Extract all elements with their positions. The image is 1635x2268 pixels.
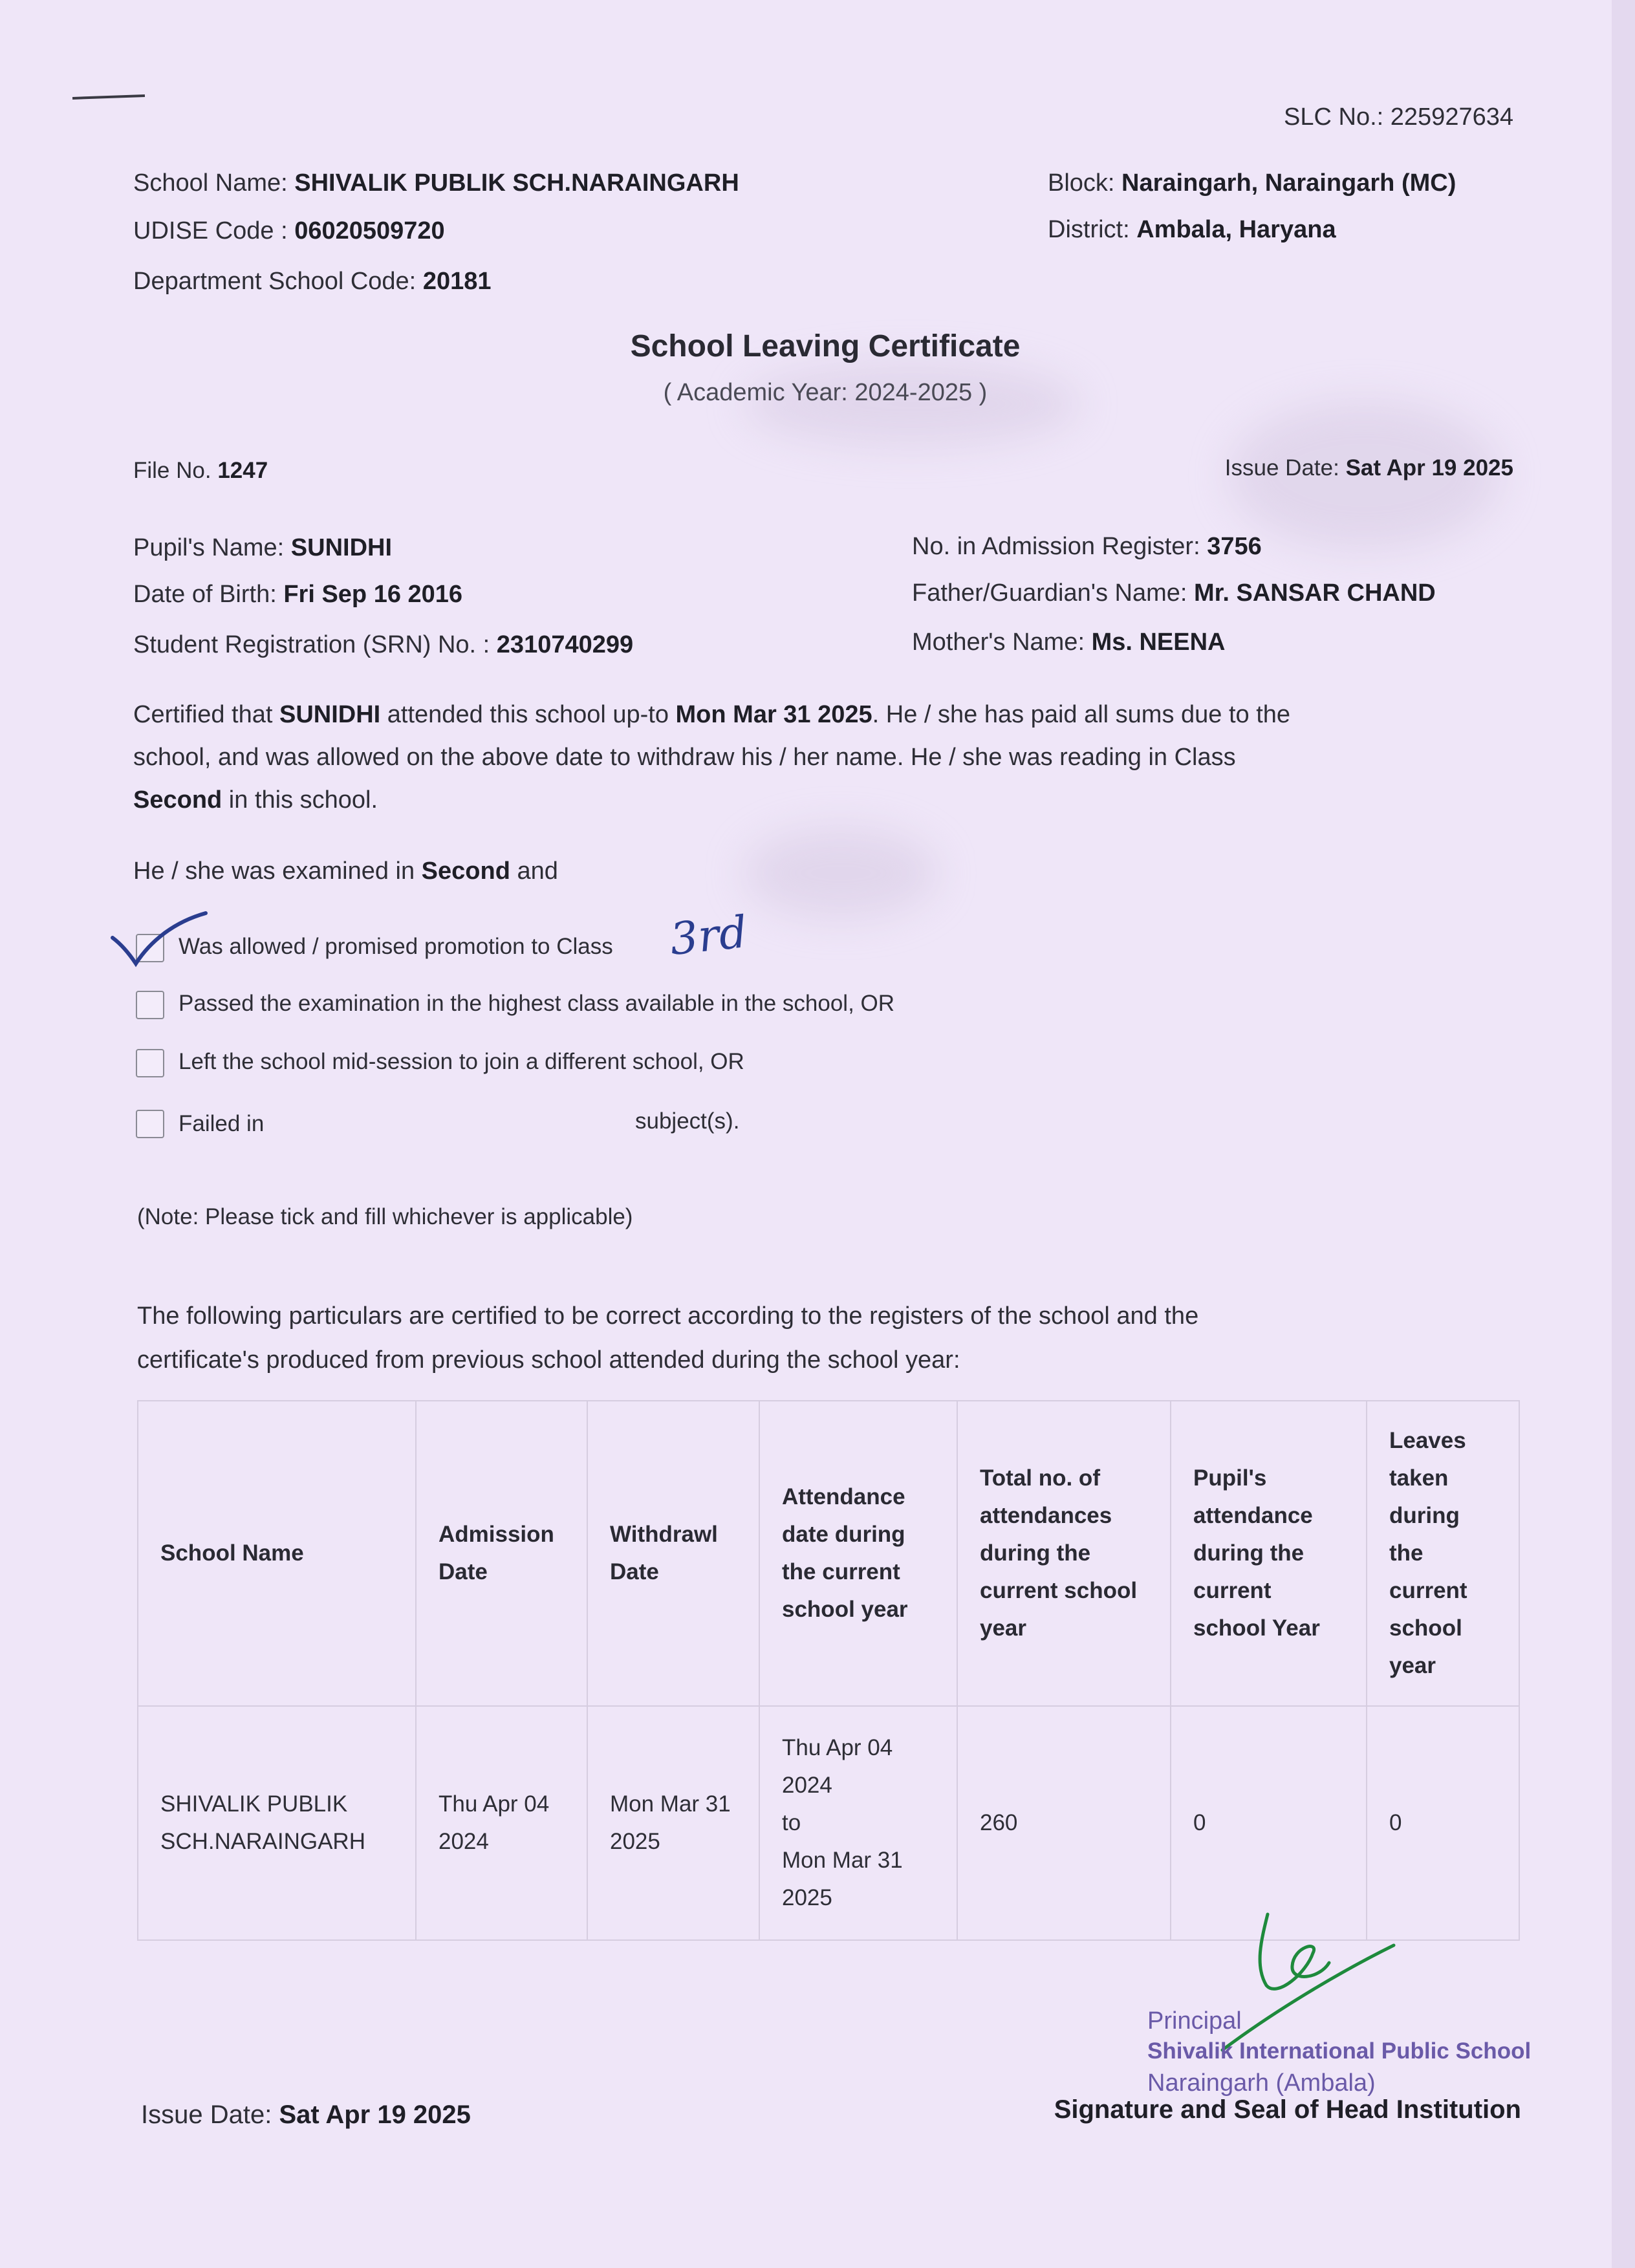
date-of-birth: Date of Birth: Fri Sep 16 2016 xyxy=(133,581,463,608)
cell-admission: Thu Apr 04 2024 xyxy=(416,1706,587,1940)
option-failed-suffix: subject(s). xyxy=(635,1108,740,1134)
admission-register-number: No. in Admission Register: 3756 xyxy=(912,533,1262,560)
srn-number: Student Registration (SRN) No. : 2310740299 xyxy=(133,631,634,658)
certification-line-2: school, and was allowed on the above date to withdraw his / her name. He / she was reading in Class xyxy=(133,744,1236,771)
attendance-table xyxy=(137,1400,1520,1941)
option-promotion: Was allowed / promised promotion to Class xyxy=(179,934,613,959)
col-withdrawl-date: Withdrawl Date xyxy=(587,1401,759,1706)
stamp-school-name: Shivalik International Public School xyxy=(1147,2038,1532,2064)
district: District: Ambala, Haryana xyxy=(1048,216,1336,243)
option-passed: Passed the examination in the highest class available in the school, OR xyxy=(179,991,895,1016)
col-attendance-date: Attendance date during the current school year xyxy=(759,1401,957,1706)
pupil-name: Pupil's Name: SUNIDHI xyxy=(133,534,393,561)
father-name: Father/Guardian's Name: Mr. SANSAR CHAND xyxy=(912,579,1436,607)
block: Block: Naraingarh, Naraingarh (MC) xyxy=(1048,169,1456,197)
cell-total: 260 xyxy=(957,1706,1171,1940)
table-header-row xyxy=(138,1401,1519,1706)
cell-leaves: 0 xyxy=(1367,1706,1519,1940)
certificate-title: School Leaving Certificate xyxy=(630,329,1021,363)
option-left: Left the school mid-session to join a different school, OR xyxy=(179,1049,744,1074)
col-admission-date: Admission Date xyxy=(416,1401,587,1706)
certification-line-3: Second in this school. xyxy=(133,786,378,814)
department-school-code: Department School Code: 20181 xyxy=(133,268,492,295)
passed-checkbox[interactable] xyxy=(136,991,164,1019)
col-school-name: School Name xyxy=(138,1401,416,1706)
issue-date-top: Issue Date: Sat Apr 19 2025 xyxy=(1224,455,1513,481)
mother-name: Mother's Name: Ms. NEENA xyxy=(912,629,1226,656)
col-leaves-taken: Leaves taken during the current school year xyxy=(1367,1401,1519,1706)
col-total-attendances: Total no. of attendances during the current school year xyxy=(957,1401,1171,1706)
signature-label: Signature and Seal of Head Institution xyxy=(1054,2095,1521,2124)
scan-smudge xyxy=(744,828,938,918)
academic-year: ( Academic Year: 2024-2025 ) xyxy=(663,379,988,406)
udise-code: UDISE Code : 06020509720 xyxy=(133,217,445,244)
examined-line: He / she was examined in Second and xyxy=(133,858,558,885)
note: (Note: Please tick and fill whichever is applicable) xyxy=(137,1204,633,1229)
principal-signature xyxy=(1216,1901,1410,2057)
cell-withdrawl: Mon Mar 31 2025 xyxy=(587,1706,759,1940)
cell-attendance-period: Thu Apr 04 2024 to Mon Mar 31 2025 xyxy=(759,1706,957,1940)
failed-checkbox[interactable] xyxy=(136,1110,164,1138)
cell-school: SHIVALIK PUBLIK SCH.NARAINGARH xyxy=(138,1706,416,1940)
col-pupil-attendance: Pupil's attendance during the current school Year xyxy=(1171,1401,1367,1706)
stamp-principal: Principal xyxy=(1147,2007,1242,2035)
school-name: School Name: SHIVALIK PUBLIK SCH.NARAINGARH xyxy=(133,169,739,197)
stamp-location: Naraingarh (Ambala) xyxy=(1147,2069,1376,2097)
particulars-line-2: certificate's produced from previous school attended during the school year: xyxy=(137,1346,960,1374)
slc-number: SLC No.: 225927634 xyxy=(1284,103,1513,131)
certification-line-1: Certified that SUNIDHI attended this school up-to Mon Mar 31 2025. He / she has paid all sums due to the xyxy=(133,701,1291,728)
issue-date-footer: Issue Date: Sat Apr 19 2025 xyxy=(141,2101,471,2129)
left-checkbox[interactable] xyxy=(136,1049,164,1077)
option-failed: Failed in xyxy=(179,1111,265,1136)
file-number: File No. 1247 xyxy=(133,458,268,483)
handwritten-class: 3rd xyxy=(667,906,750,966)
particulars-line-1: The following particulars are certified to be correct according to the registers of the school and the xyxy=(137,1302,1199,1330)
corner-mark xyxy=(72,94,145,100)
cell-pupil-attendance: 0 xyxy=(1171,1706,1367,1940)
